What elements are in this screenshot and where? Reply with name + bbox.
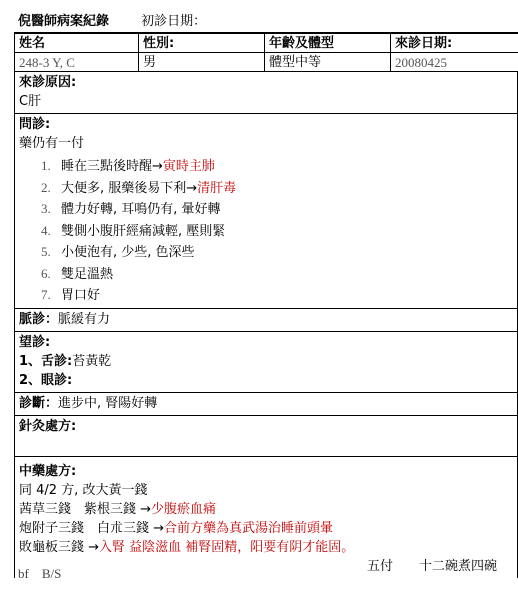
pulse-section	[14, 309, 518, 332]
sex-header: 性別:	[139, 34, 265, 53]
first-visit-date-label: 初診日期：	[141, 14, 207, 29]
reason-label: 來診原因:	[19, 75, 77, 90]
arrow-right-icon: →	[152, 159, 163, 174]
inquiry-item-note: 清肝毒	[197, 180, 237, 196]
build-cell: 體型中等	[265, 53, 391, 72]
inquiry-item-note: 寅時主肺	[162, 159, 215, 174]
inquiry-item-text: 睡在三點後時醒	[61, 159, 153, 174]
inquiry-section	[14, 114, 518, 309]
inquiry-item-number: 4.	[41, 222, 51, 238]
inquiry-item-text: 小便泡有, 少些, 色深些	[61, 245, 195, 260]
record-header	[14, 12, 518, 33]
inquiry-item-number: 6.	[41, 265, 51, 281]
inquiry-item	[19, 241, 513, 263]
pulse-label: 脈診：	[19, 311, 59, 327]
herbal-line-2	[19, 500, 513, 519]
reason-section	[14, 72, 518, 114]
inquiry-item-text: 大便多, 服藥後易下利	[61, 180, 187, 196]
inquiry-item-number: 3.	[41, 201, 51, 216]
herbal-line-4-note: 入腎 益陰滋血 補腎固精，阳要有阴才能固。	[99, 539, 355, 555]
record-title: 倪醫師病案紀錄	[18, 14, 110, 29]
inquiry-item-text: 雙側小腹肝經痛減輕, 壓則緊	[61, 223, 226, 239]
herbal-line-3-note: 合前方藥為真武湯治睡前頭暈	[164, 520, 334, 536]
diagnosis-label: 診斷：	[19, 395, 59, 411]
herbal-section	[14, 457, 518, 578]
arrow-right-icon: →	[186, 180, 198, 196]
diagnosis-section	[14, 393, 518, 416]
inquiry-item	[19, 198, 513, 220]
herbal-line-1: 同 4/2 方, 改大黃一錢	[19, 482, 148, 498]
patient-id-cell: 248-3 Y, C	[15, 53, 139, 72]
observation-label: 望診:	[19, 334, 51, 350]
inquiry-item	[19, 177, 513, 199]
herbal-label: 中藥處方:	[19, 463, 77, 479]
herbal-line-4	[19, 538, 513, 557]
inquiry-item-text: 雙足溫熱	[61, 266, 114, 282]
inquiry-intro: 藥仍有一付	[19, 136, 85, 151]
inquiry-list	[19, 155, 513, 306]
sex-cell: 男	[139, 53, 265, 72]
inquiry-item-text: 體力好轉, 耳鳴仍有, 暈好轉	[61, 202, 221, 217]
inquiry-item-number: 2.	[41, 179, 51, 195]
arrow-right-icon: →	[153, 520, 165, 536]
acupuncture-section	[14, 416, 518, 457]
age-build-header: 年齡及體型	[265, 34, 391, 53]
inquiry-item	[19, 220, 513, 242]
case-record-sheet	[14, 12, 518, 578]
reason-value: C肝	[19, 94, 42, 109]
inquiry-item	[19, 284, 513, 306]
patient-info-header-row	[15, 34, 518, 53]
patient-info-table	[14, 33, 518, 72]
tongue-label: 1、舌診:	[19, 353, 73, 369]
visit-date-header: 來診日期:	[391, 34, 518, 53]
herbal-line-2-text: 茜草三錢 紫根三錢	[19, 501, 141, 517]
herbal-line-3	[19, 519, 513, 538]
herbal-line-3-text: 炮附子三錢 白朮三錢	[19, 520, 154, 536]
eye-label: 2、眼診:	[19, 372, 73, 388]
name-header: 姓名	[15, 34, 139, 53]
tongue-value: 苔黃乾	[72, 353, 112, 369]
inquiry-item-number: 7.	[41, 287, 51, 302]
inquiry-item	[19, 263, 513, 285]
inquiry-item-text: 胃口好	[61, 288, 101, 303]
inquiry-item	[19, 155, 513, 177]
herbal-line-4-text: 敗龜板三錢	[19, 539, 89, 555]
arrow-right-icon: →	[88, 539, 100, 555]
inquiry-item-number: 1.	[41, 158, 51, 173]
herbal-dosage: 五付 十二碗煮四碗	[366, 558, 497, 574]
diagnosis-value: 進步中, 腎陽好轉	[58, 395, 158, 411]
arrow-right-icon: →	[140, 501, 152, 517]
visit-date-cell: 20080425	[391, 53, 518, 72]
inquiry-item-number: 5.	[41, 244, 51, 259]
footer-note: bf B/S	[18, 566, 62, 581]
observation-section	[14, 332, 518, 393]
inquiry-label: 問診:	[19, 117, 51, 132]
acupuncture-label: 針灸處方:	[19, 418, 77, 434]
herbal-line-2-note: 少腹瘀血痛	[151, 501, 217, 517]
pulse-value: 脈緩有力	[58, 311, 111, 327]
patient-info-value-row	[15, 53, 518, 72]
